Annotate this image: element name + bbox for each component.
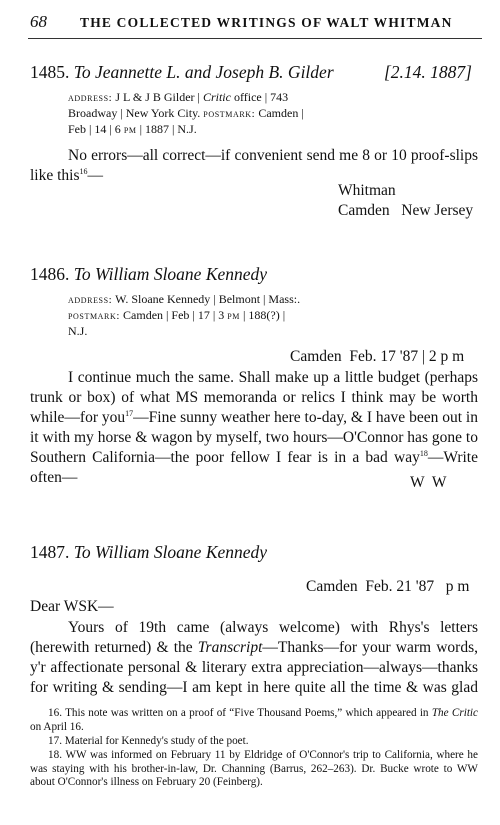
body-text: —Write often— bbox=[30, 449, 478, 486]
address-text: J L & J B Gilder | bbox=[112, 90, 203, 104]
letter-recipient: To William Sloane Kennedy bbox=[73, 264, 268, 284]
address-text: Camden | Feb | 17 | 3 bbox=[120, 308, 228, 322]
footnote-16 bbox=[30, 707, 478, 734]
address-text: Feb | 14 | 6 bbox=[68, 122, 124, 136]
address-label: address: bbox=[68, 294, 113, 306]
letter-1485-date: [2.14. 1887] bbox=[384, 62, 472, 82]
body-text-italic: Transcript bbox=[197, 639, 263, 656]
address-text: W. Sloane Kennedy | Belmont | Mass:. bbox=[112, 292, 301, 306]
postmark-label: postmark: bbox=[203, 108, 256, 120]
address-text: Broadway | New York City. bbox=[68, 106, 204, 120]
address-label: address: bbox=[68, 92, 113, 104]
letter-number: 1486. bbox=[30, 264, 70, 284]
letter-1486-signature: W W bbox=[410, 474, 447, 491]
letter-1487-salutation: Dear WSK— bbox=[30, 598, 114, 615]
letter-number: 1487. bbox=[30, 542, 70, 562]
letter-1485-body bbox=[30, 146, 478, 186]
letter-recipient: To Jeannette L. and Joseph B. Gilder bbox=[73, 62, 334, 82]
footnote-18: 18. WW was informed on February 11 by Eldridge of O'Connor's trip to California, where he was staying with his brother-in-law, Dr. Channing (Barrus, 262–263). Dr. Bucke wrote to WW about O'Connor's illness on February 20 (Feinberg). bbox=[30, 749, 478, 788]
address-text: office | 743 bbox=[230, 90, 289, 104]
address-text-italic: Critic bbox=[202, 90, 231, 104]
footnote-text-italic: The Critic bbox=[431, 707, 479, 719]
header-rule bbox=[28, 38, 482, 39]
address-text: | 188(?) | bbox=[240, 308, 286, 322]
postmark-label: postmark: bbox=[68, 310, 121, 322]
footnote-ref: 16 bbox=[79, 166, 88, 176]
letter-1487-body bbox=[30, 618, 478, 698]
body-text: —Thanks—for your warm words, y'r affectionate personal & literary extra appreciation—always—thanks for writing & sending—I am kept in here quite all the time & was glad bbox=[30, 639, 478, 696]
body-text: Yours of 19th came (always welcome) with Rhys's letters (herewith returned) & the bbox=[30, 619, 478, 656]
pm-abbr: pm bbox=[123, 124, 137, 136]
address-text: Camden | bbox=[255, 106, 304, 120]
footnote-ref: 18 bbox=[419, 448, 428, 458]
letter-1486-body bbox=[30, 368, 478, 488]
page-number: 68 bbox=[30, 12, 47, 31]
footnote-text: on April 16. bbox=[30, 720, 84, 733]
letter-1486-dateline: Camden Feb. 17 '87 | 2 p m bbox=[290, 348, 465, 365]
body-text: I continue much the same. Shall make up a little budget (perhaps trunk or box) of what MS memoranda or relics I think may be worth while—for you bbox=[30, 369, 478, 426]
address-text: | 1887 | N.J. bbox=[136, 122, 197, 136]
letter-1485-address bbox=[68, 90, 368, 138]
body-text: — bbox=[87, 167, 104, 184]
letter-recipient: To William Sloane Kennedy bbox=[73, 542, 268, 562]
pm-abbr: pm bbox=[227, 310, 240, 322]
footnote-text: 16. This note was written on a proof of “Five Thousand Poems,” which appeared in bbox=[48, 707, 432, 719]
address-text: N.J. bbox=[68, 324, 88, 338]
footnote-ref: 17 bbox=[125, 408, 134, 418]
footnote-17: 17. Material for Kennedy's study of the poet. bbox=[48, 735, 249, 747]
body-text: —Fine sunny weather here to-day, & I have been out in it with my horse & wagon by myself, two hours—O'Connor has gone to Southern California—the poor fellow I fear is in a bad way bbox=[30, 409, 478, 466]
letter-1485-place: Camden New Jersey bbox=[338, 202, 474, 219]
letter-1486-address bbox=[68, 292, 368, 339]
letter-1486-heading bbox=[30, 264, 267, 285]
letter-1487-heading bbox=[30, 542, 267, 563]
letter-number: 1485. bbox=[30, 62, 70, 82]
body-text: No errors—all correct—if convenient send me 8 or 10 proof-slips like this bbox=[30, 147, 478, 184]
letter-1485-signature: Whitman bbox=[338, 182, 396, 199]
letter-1485-heading bbox=[30, 62, 334, 83]
letter-1487-dateline: Camden Feb. 21 '87 p m bbox=[306, 578, 470, 595]
running-title: THE COLLECTED WRITINGS OF WALT WHITMAN bbox=[80, 15, 453, 30]
